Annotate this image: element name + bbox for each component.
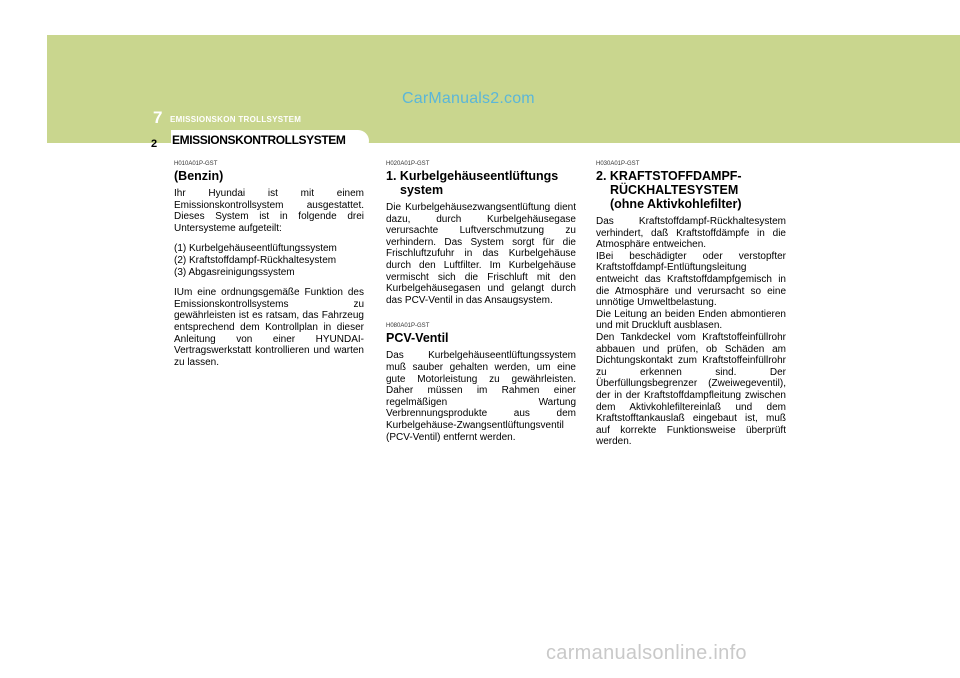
- paragraph: Das Kraftstoffdampf-Rückhaltesystem verhindert, daß Kraftstoffdämpfe in die Atmosphäre entweichen.: [596, 216, 786, 251]
- section-code: H030A01P-GST: [596, 161, 640, 167]
- heading-line: 2. KRAFTSTOFFDAMPF-: [596, 169, 742, 183]
- watermark-bottom[interactable]: carmanualsonline.info: [546, 642, 747, 664]
- column-3: [596, 160, 786, 448]
- section-code: H020A01P-GST: [386, 161, 430, 167]
- column-1: [174, 160, 364, 377]
- header-band: [47, 35, 960, 143]
- chapter-title: EMISSIONSKON TROLLSYSTEM: [170, 115, 302, 124]
- subsystem-list: [174, 243, 364, 278]
- heading-line: 1. Kurbelgehäuseentlüftungs: [386, 169, 559, 183]
- column-2: [386, 160, 576, 455]
- list-item: (3) Abgasreinigungssystem: [174, 266, 295, 278]
- section-heading: [596, 169, 786, 211]
- section-code: H010A01P-GST: [174, 161, 218, 167]
- crankcase-section: [386, 160, 576, 306]
- paragraph: Die Leitung an beiden Enden abmontieren und mit Druckluft ausblasen.: [596, 308, 786, 332]
- list-item: (1) Kurbelgehäuseentlüftungssystem: [174, 243, 337, 255]
- heading-line: system: [400, 183, 444, 197]
- section-heading: (Benzin): [174, 169, 224, 183]
- section-heading: PCV-Ventil: [386, 331, 449, 346]
- section-code: H080A01P-GST: [386, 323, 430, 330]
- section-tab-label: EMISSIONSKONTROLLSYSTEM: [172, 133, 346, 147]
- paragraph: IBei beschädigter oder verstopfter Kraftstoffdampf-Entlüftungsleitung entweicht das Kraftstoffdampfgemisch in die Atmosphäre und verursacht so eine unnötige Umweltbelastung.: [596, 250, 786, 309]
- watermark-top[interactable]: CarManuals2.com: [402, 90, 535, 107]
- section-body: Die Kurbelgehäusezwangsentlüftung dient dazu, durch Kurbelgehäusegase verursachte Luftverschmutzung zu verhindern. Das System sorgt für die Frischluftzufuhr in das Kurbelgehäuse durch den Luftfilter. Im Kurbelgehäuse vermischt sich die Frischluft mit den Kurbelgehäusegasen und gelangt durch das PCV-Ventil in das Ansaugsystem.: [386, 202, 576, 306]
- intro-paragraph: Ihr Hyundai ist mit einem Emissionskontrollsystem ausgestattet. Dieses System ist in folgende drei Untersysteme aufgeteilt:: [174, 188, 364, 234]
- page-number: 2: [151, 138, 158, 150]
- pcv-section: [386, 322, 576, 443]
- heading-line: (ohne Aktivkohlefilter): [610, 197, 742, 211]
- section-heading: [386, 169, 576, 197]
- chapter-number: 7: [153, 108, 163, 127]
- paragraph: Den Tankdeckel vom Kraftstoffeinfüllrohr abbauen und prüfen, ob Schäden am Dichtungskontakt zum Kraftstoffeinfüllrohr zu erkennen sind. Der Überfüllungsbegrenzer (Zweiwegeventil), der in der Kraftstoffdampfleitung zwischen dem Aktivkohlefiltereinlaß und dem Kraftstofftankauslaß eingebaut ist, muß auf korrekte Funktionsweise überprüft werden.: [596, 331, 786, 448]
- closing-paragraph: IUm eine ordnungsgemäße Funktion des Emissionskontrollsystems zu gewährleisten ist es ratsam, das Fahrzeug entsprechend dem Kontrollplan in dieser Anleitung von einer HYUNDAI-Vertragswerkstatt kontrollieren und warten zu lassen.: [174, 287, 364, 368]
- heading-line: RÜCKHALTESYSTEM: [610, 183, 739, 197]
- section-body: Das Kurbelgehäuseentlüftungssystem muß sauber gehalten werden, um eine gute Motorleistung zu gewährleisten. Daher müssen im Rahmen einer regelmäßigen Wartung Verbrennungsprodukte aus dem Kurbelgehäuse-Zwangsentlüftungsventil (PCV-Ventil) entfernt werden.: [386, 350, 576, 443]
- list-item: (2) Kraftstoffdampf-Rückhaltesystem: [174, 254, 337, 266]
